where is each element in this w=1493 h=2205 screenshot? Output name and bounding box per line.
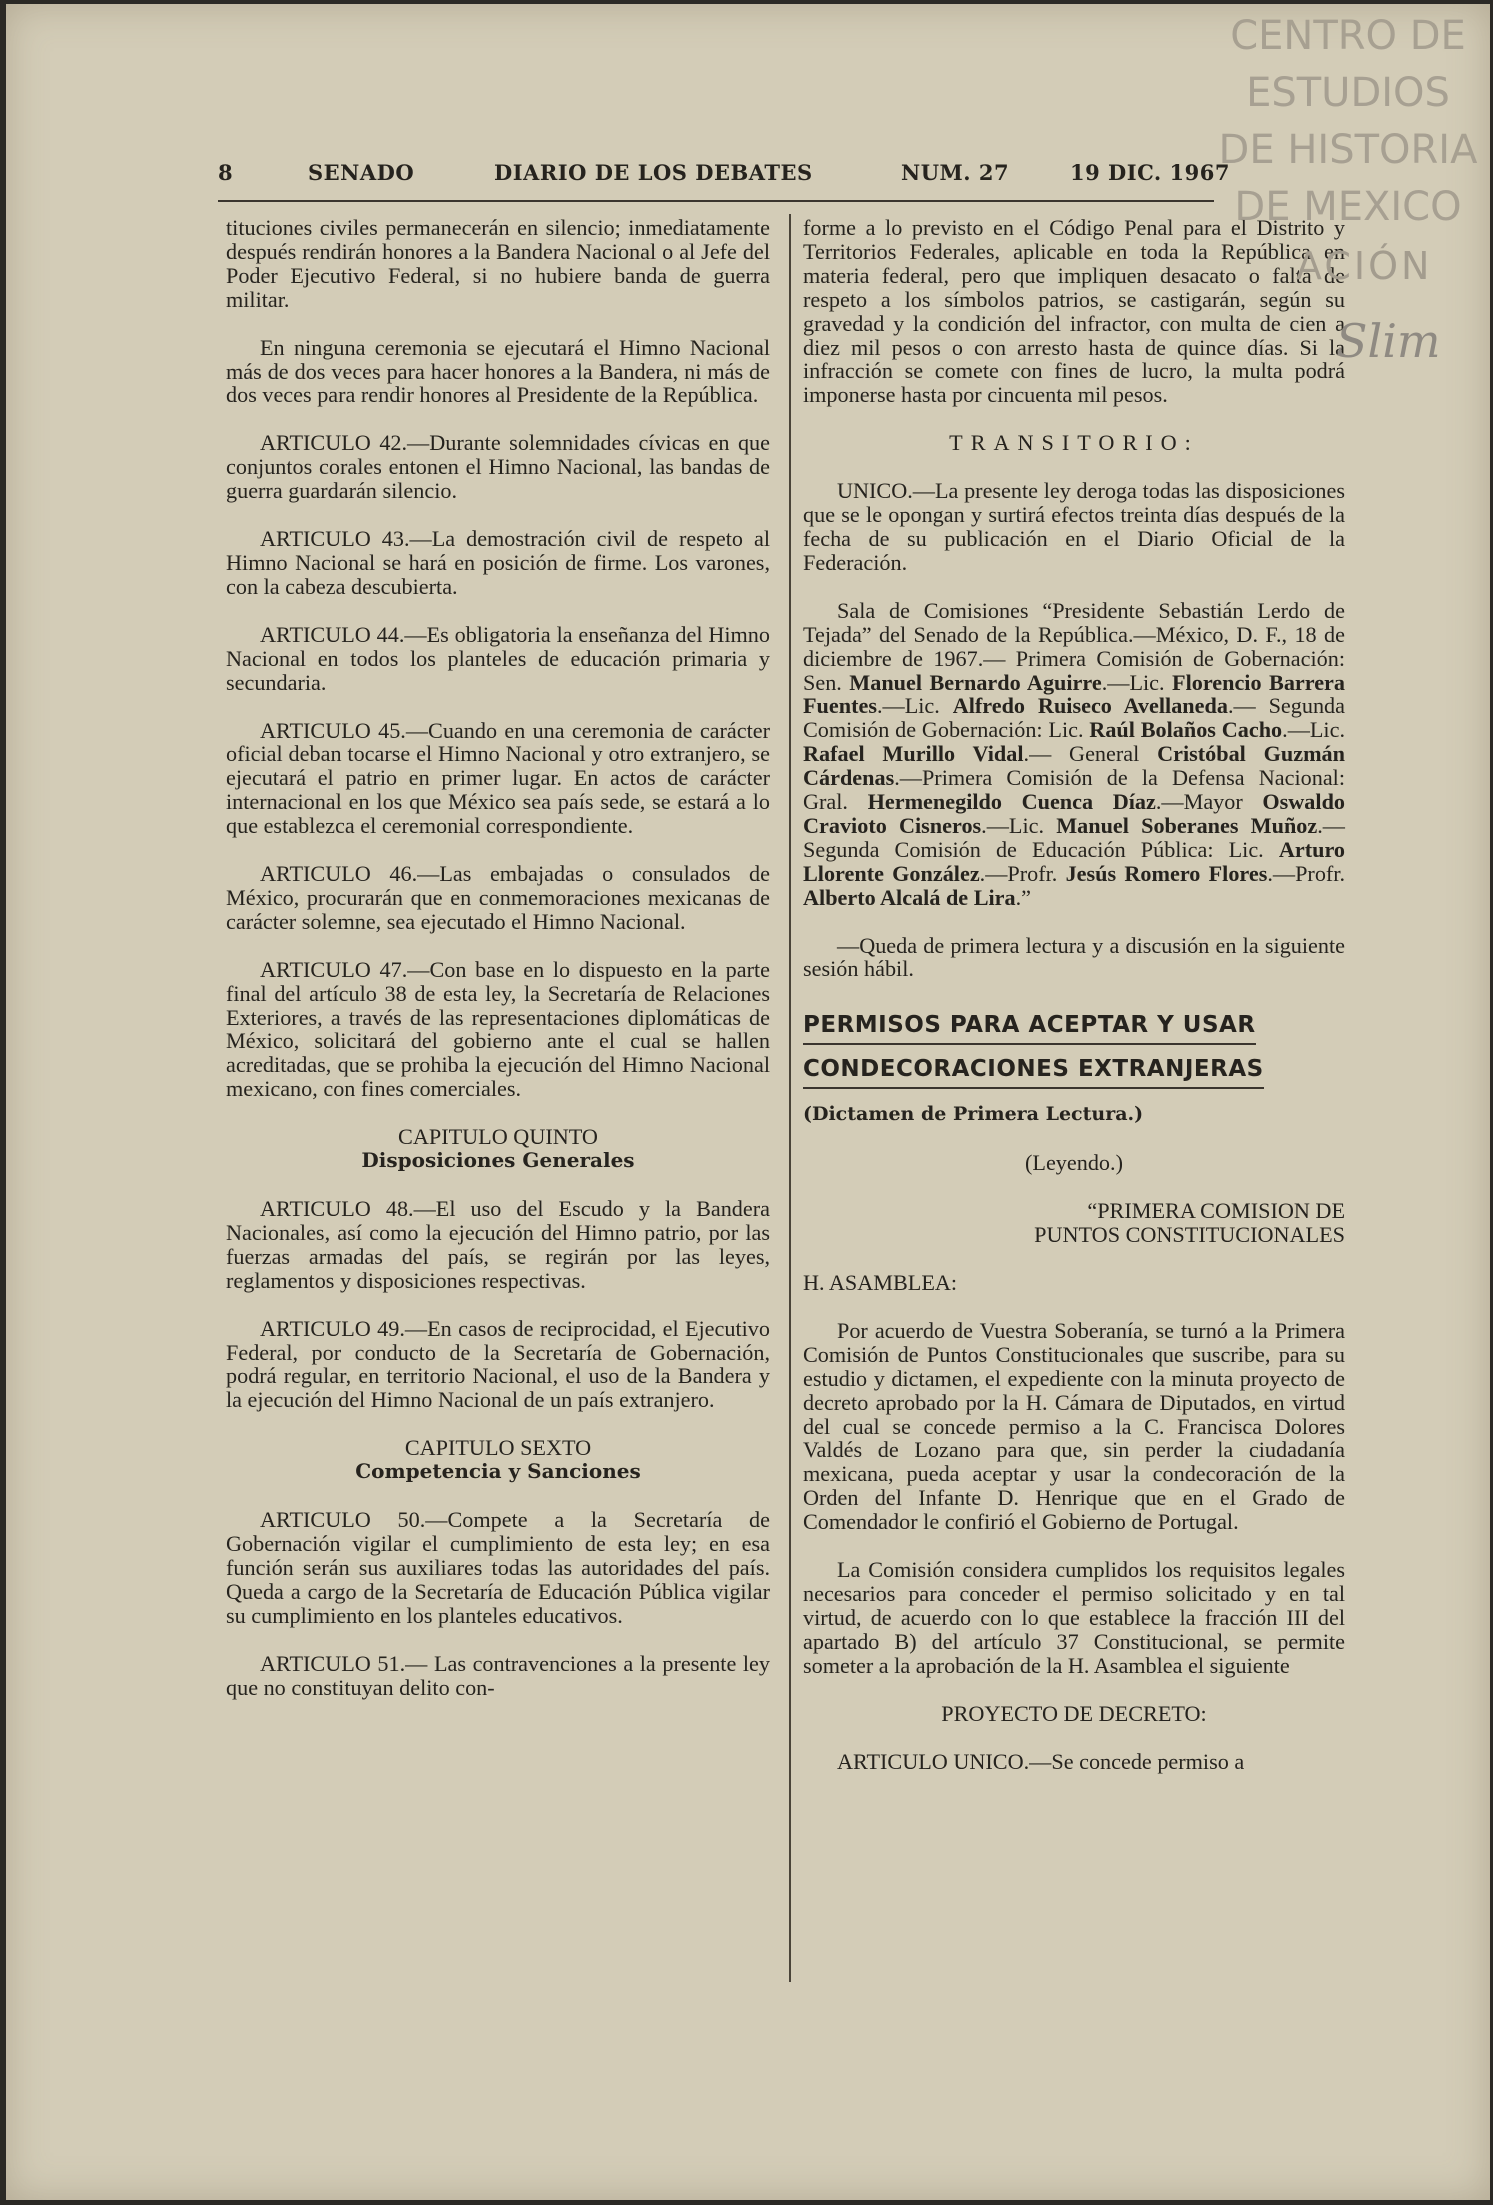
header-rule — [218, 200, 1214, 202]
salutation: H. ASAMBLEA: — [803, 1270, 958, 1295]
article-42: ARTICULO 42.—Durante solemnidades cívicas en que conjuntos corales entonen el Himno Nacional, las bandas de guerra guardarán silencio. — [226, 430, 770, 504]
article-50: ARTICULO 50.—Compete a la Secretaría de Gobernación vigilar el cumplimiento de esta ley; en esa función serán sus auxiliares todas las autoridades del país. Queda a cargo de la Secretaría de Educación Pública vigilar su cumplimiento en los planteles educativos. — [226, 1507, 770, 1628]
signatory: Florencio Barrera Fuentes — [803, 669, 1346, 719]
signatory: Cristóbal Guzmán Cárdenas — [803, 741, 1345, 791]
unico-article: UNICO.—La presente ley deroga todas las disposiciones que se le opongan y surtirá efectos treinta días después de la fecha de su publicación en el Diario Oficial de la Federación. — [803, 478, 1345, 575]
chapter-subtitle: Disposiciones Generales — [361, 1148, 635, 1173]
separator: .— General — [1023, 741, 1158, 767]
issue-number: NUM. 27 — [901, 160, 1010, 185]
transitorio-heading: TRANSITORIO: — [949, 430, 1199, 456]
watermark-signature: Slim — [1336, 314, 1441, 368]
watermark-line: DE MEXICO — [1234, 184, 1462, 230]
signatory: Hermenegildo Cuenca Díaz — [867, 789, 1156, 815]
paragraph: tituciones civiles permanecerán en silencio; inmediatamente después rendirán honores a la Bandera Nacional o al Jefe del Poder Ejecutivo Federal, si no hubiere banda de guerra militar. — [226, 215, 770, 312]
section-title-wrap — [803, 1055, 1345, 1089]
paragraph: En ninguna ceremonia se ejecutará el Himno Nacional más de dos veces para hacer honores a la Bandera, ni más de dos veces para rendir honores al Presidente de la República. — [226, 334, 770, 408]
first-reading-note: —Queda de primera lectura y a discusión en la siguiente sesión hábil. — [803, 932, 1345, 982]
signatory: Manuel Bernardo Aguirre — [849, 669, 1102, 695]
separator: .—Mayor — [1155, 789, 1263, 815]
paragraph: Por acuerdo de Vuestra Soberanía, se turnó a la Primera Comisión de Puntos Constitucionales que suscribe, para su estudio y dictamen, el expediente con la minuta proyecto de decreto aprobado por la H. Cámara de Diputados, en virtud del cual se concede permiso a la C. Francisca Dolores Valdés de Lozano para que, sin perder la ciudadanía mexicana, pueda aceptar y usar la condecoración de la Orden del Infante D. Henrique que en el Grado de Comendador le confirió el Gobierno de Portugal. — [803, 1317, 1345, 1535]
separator: .” — [1015, 884, 1032, 910]
article-47: ARTICULO 47.—Con base en lo dispuesto en la parte final del artículo 38 de esta ley, la Secretaría de Relaciones Exteriores, a través de las representaciones diplomáticas de México, solicitará del gobierno ante el cual se hallen acreditadas, que se prohiba la ejecución del Himno Nacional mexicano, con fines comerciales. — [226, 956, 770, 1102]
signatory: Oswaldo Cravioto Cisneros — [803, 789, 1345, 838]
paragraph: La Comisión considera cumplidos los requisitos legales necesarios para conceder el permiso solicitado y en tal virtud, de acuerdo con lo que establece la fracción III del apartado B) del artículo 37 Constitucional, se permite someter a la aprobación de la H. Asamblea el siguiente — [803, 1557, 1345, 1678]
watermark-fragment: ACIÓN — [1296, 244, 1433, 288]
chapter-title: CAPITULO QUINTO — [398, 1124, 598, 1150]
watermark-line: DE HISTORIA — [1218, 127, 1478, 173]
publication-title: DIARIO DE LOS DEBATES — [494, 160, 813, 185]
watermark-line: CENTRO DE — [1230, 13, 1466, 59]
sala-text: Sala de Comisiones “Presidente Sebastián Lerdo de Tejada” del Senado de la República.—México, D. F., 18 de diciembre de 1967.— Primera Comisión de Gobernación: Sen. — [803, 597, 1345, 695]
article-unico: ARTICULO UNICO.—Se concede permiso a — [837, 1748, 1245, 1774]
article-46: ARTICULO 46.—Las embajadas o consulados de México, procurarán que en conmemoraciones mexicanas de carácter solemne, sea ejecutado el Himno Nacional. — [226, 861, 770, 934]
committee-name: “PRIMERA COMISION DE — [1087, 1198, 1345, 1224]
decree-heading: PROYECTO DE DECRETO: — [941, 1700, 1207, 1726]
dictamen-subtitle: (Dictamen de Primera Lectura.) — [803, 1103, 1144, 1126]
separator: .—Profr. — [979, 860, 1066, 886]
article-44: ARTICULO 44.—Es obligatoria la enseñanza del Himno Nacional en todos los planteles de educación primaria y secundaria. — [226, 621, 770, 695]
article-49: ARTICULO 49.—En casos de reciprocidad, el Ejecutivo Federal, por conducto de la Secretaría de Gobernación, podrá regular, en territorio Nacional, el uso de la Bandera y la ejecución del Himno Nacional de un país extranjero. — [226, 1315, 770, 1413]
article-43: ARTICULO 43.—La demostración civil de respeto al Himno Nacional se hará en posición de firme. Los varones, con la cabeza descubierta. — [226, 526, 770, 599]
separator: .—Lic. — [981, 812, 1057, 838]
article-48: ARTICULO 48.—El uso del Escudo y la Bandera Nacionales, así como la ejecución del Himno patrio, por las fuerzas armadas del país, se regirán por las leyes, reglamentos y disposiciones respectivas. — [226, 1196, 770, 1293]
document-page — [6, 4, 1490, 2200]
signatures-paragraph — [803, 599, 1345, 910]
article-45: ARTICULO 45.—Cuando en una ceremonia de carácter oficial deban tocarse el Himno Nacional y otro extranjero, se ejecutará el patrio en primer lugar. En actos de carácter internacional en los que México sea país sede, se estará a lo que establezca el ceremonial correspondiente. — [226, 717, 770, 839]
separator: .—Lic. — [1101, 669, 1173, 695]
column-divider — [789, 214, 791, 1982]
separator: .—Primera Comisión de la Defensa Nacional: Gral. — [803, 765, 1345, 815]
page-number: 8 — [218, 160, 234, 185]
signatory: Alfredo Ruiseco Avellaneda — [952, 693, 1228, 719]
section-title: CONDECORACIONES EXTRANJERAS — [803, 1055, 1264, 1089]
separator: .—Lic. — [1282, 717, 1345, 743]
signatory: Raúl Bolaños Cacho — [1089, 717, 1283, 743]
signatory: Jesús Romero Flores — [1065, 860, 1268, 886]
committee-name: PUNTOS CONSTITUCIONALES — [1034, 1222, 1345, 1248]
section-title: PERMISOS PARA ACEPTAR Y USAR — [803, 1011, 1256, 1045]
paragraph: forme a lo previsto en el Código Penal para el Distrito y Territorios Federales, aplicable en toda la República en materia federal, pero que impliquen desacato o falta de respeto a los símbolos patrios, se castigarán, según su gravedad y la condición del infractor, con multa de cien a diez mil pesos o con arresto hasta de quince días. Si la infracción se comete con fines de lucro, la multa podrá imponerse hasta por cincuenta mil pesos. — [803, 215, 1345, 408]
article-51: ARTICULO 51.— Las contravenciones a la presente ley que no constituyan delito con- — [226, 1650, 770, 1700]
right-column — [803, 216, 1345, 1773]
separator: .—Profr. — [1267, 860, 1346, 886]
separator: .—Lic. — [876, 693, 953, 719]
signatory: Arturo Llorente González — [803, 836, 1345, 886]
separator: .— Segunda Comisión de Gobernación: Lic. — [803, 693, 1345, 743]
reading-note: (Leyendo.) — [1025, 1150, 1123, 1176]
archive-watermark — [1198, 8, 1493, 236]
signatory: Rafael Murillo Vidal — [803, 741, 1024, 767]
chapter-subtitle: Competencia y Sanciones — [355, 1459, 641, 1484]
chapter-title: CAPITULO SEXTO — [404, 1435, 592, 1461]
left-column — [226, 216, 770, 1699]
signatory: Alberto Alcalá de Lira — [803, 884, 1016, 910]
separator: .— Segunda Comisión de Educación Pública: Lic. — [803, 812, 1345, 862]
watermark-line: ESTUDIOS — [1246, 70, 1450, 116]
section-title-wrap — [803, 1011, 1345, 1045]
page-header — [218, 160, 1230, 188]
signatory: Manuel Soberanes Muñoz — [1056, 812, 1318, 838]
issue-date: 19 DIC. 1967 — [1070, 160, 1230, 185]
chamber-name: SENADO — [308, 160, 415, 185]
